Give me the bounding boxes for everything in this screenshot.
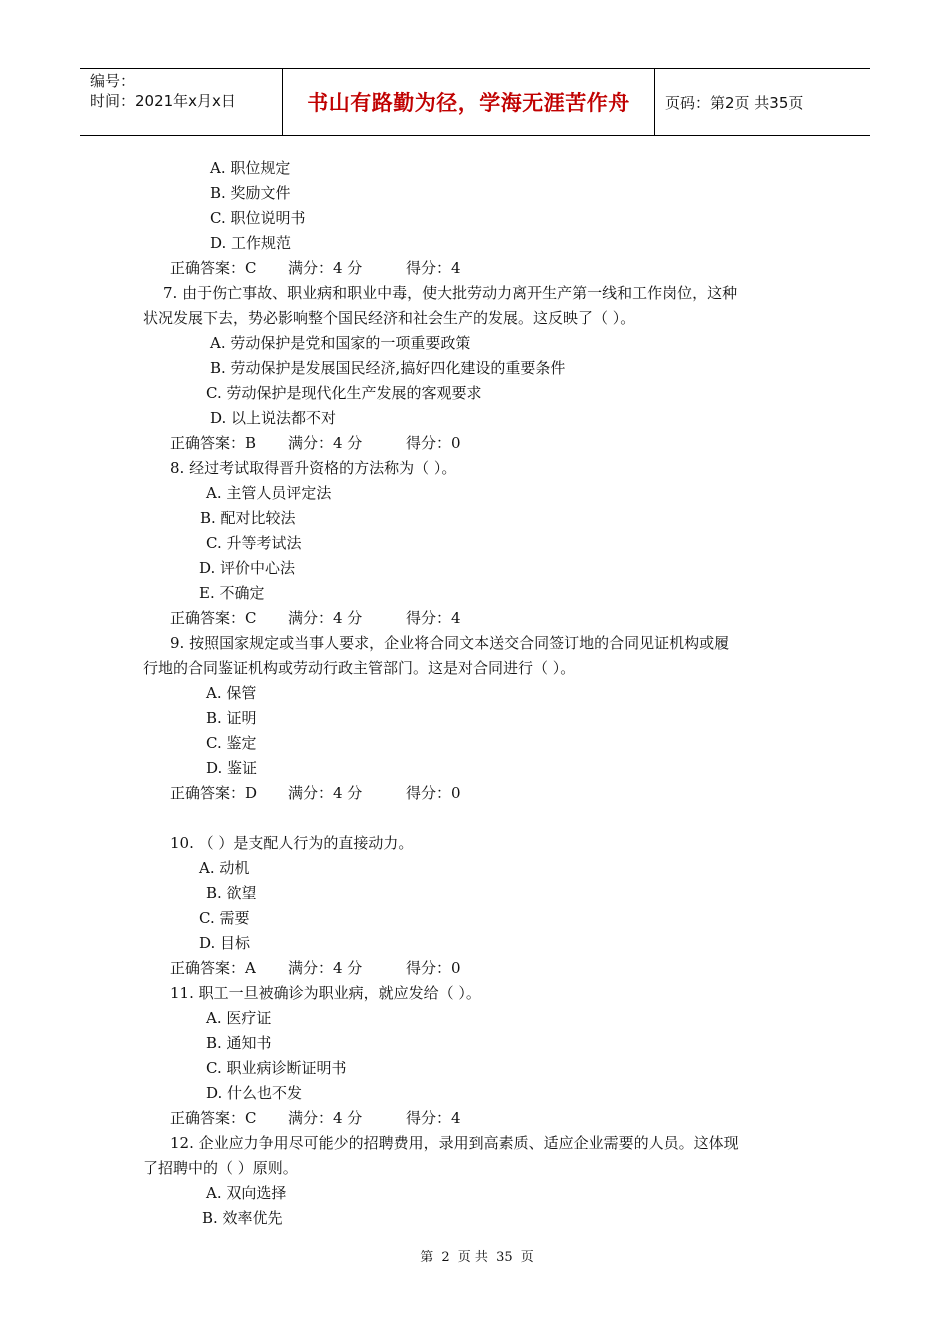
answer-line — [170, 433, 461, 453]
text-line: B. 配对比较法 — [200, 509, 296, 527]
text-line: D. 评价中心法 — [199, 559, 296, 577]
text-line: B. 通知书 — [206, 1034, 272, 1052]
footer-total-pages: 35 — [496, 1250, 513, 1265]
full-score: 满分：4 分 — [288, 959, 363, 977]
text-line: 12. 企业应力争用尽可能少的招聘费用，录用到高素质、适应企业需要的人员。这体现 — [170, 1134, 739, 1152]
full-score: 满分：4 分 — [288, 1109, 363, 1127]
correct-answer: 正确答案：C — [170, 259, 257, 277]
header-table — [80, 68, 870, 136]
text-line: 状况发展下去，势必影响整个国民经济和社会生产的发展。这反映了（ ）。 — [143, 309, 636, 327]
header-motto: 书山有路勤为径，学海无涯苦作舟 — [307, 91, 630, 115]
text-line: D. 鉴证 — [206, 759, 258, 777]
header-right-cell — [655, 69, 870, 135]
text-line: C. 需要 — [199, 909, 250, 927]
correct-answer: 正确答案：B — [170, 434, 257, 452]
score-obtained: 得分：4 — [406, 259, 461, 277]
score-obtained: 得分：0 — [406, 959, 461, 977]
text-line: B. 效率优先 — [202, 1209, 283, 1227]
full-score: 满分：4 分 — [288, 784, 363, 802]
text-line: D. 什么也不发 — [206, 1084, 303, 1102]
text-line: B. 劳动保护是发展国民经济,搞好四化建设的重要条件 — [210, 359, 566, 377]
footer-mid: 页 共 — [457, 1250, 488, 1265]
text-line: A. 动机 — [199, 859, 250, 877]
document-number-label: 编号： — [90, 72, 136, 90]
text-line: B. 奖励文件 — [210, 184, 291, 202]
text-line: C. 职业病诊断证明书 — [206, 1059, 347, 1077]
text-line: E. 不确定 — [199, 584, 265, 602]
correct-answer: 正确答案：C — [170, 609, 257, 627]
answer-line — [170, 783, 461, 803]
header-middle-cell — [283, 69, 655, 135]
text-line: 了招聘中的（ ）原则。 — [143, 1159, 298, 1177]
text-line: D. 以上说法都不对 — [210, 409, 337, 427]
text-line: A. 劳动保护是党和国家的一项重要政策 — [210, 334, 471, 352]
text-line: C. 职位说明书 — [210, 209, 306, 227]
text-line: 8. 经过考试取得晋升资格的方法称为（ ）。 — [170, 459, 457, 477]
answer-line — [170, 958, 461, 978]
score-obtained: 得分：4 — [406, 609, 461, 627]
text-line: A. 主管人员评定法 — [206, 484, 332, 502]
score-obtained: 得分：0 — [406, 784, 461, 802]
text-line: B. 欲望 — [206, 884, 257, 902]
correct-answer: 正确答案：D — [170, 784, 258, 802]
text-line: A. 保管 — [206, 684, 257, 702]
full-score: 满分：4 分 — [288, 434, 363, 452]
text-line: 7. 由于伤亡事故、职业病和职业中毒，使大批劳动力离开生产第一线和工作岗位，这种 — [163, 284, 738, 302]
text-line: 10. （ ）是支配人行为的直接动力。 — [170, 834, 414, 852]
text-line: 9. 按照国家规定或当事人要求，企业将合同文本送交合同签订地的合同见证机构或履 — [170, 634, 730, 652]
text-line: D. 目标 — [199, 934, 251, 952]
text-line: A. 医疗证 — [206, 1009, 272, 1027]
text-line: A. 双向选择 — [206, 1184, 287, 1202]
text-line: B. 证明 — [206, 709, 257, 727]
header-page-info: 页码：第2页 共35页 — [665, 93, 804, 112]
text-line: 11. 职工一旦被确诊为职业病，就应发给（ ）。 — [170, 984, 481, 1002]
correct-answer: 正确答案：A — [170, 959, 256, 977]
full-score: 满分：4 分 — [288, 259, 363, 277]
text-line: A. 职位规定 — [210, 159, 291, 177]
answer-line — [170, 1108, 461, 1128]
footer-suffix: 页 — [520, 1250, 534, 1265]
score-obtained: 得分：4 — [406, 1109, 461, 1127]
full-score: 满分：4 分 — [288, 609, 363, 627]
document-date-label: 时间：2021年x月x日 — [90, 92, 236, 110]
page-footer — [0, 1246, 950, 1265]
text-line: C. 升等考试法 — [206, 534, 302, 552]
text-line: C. 劳动保护是现代化生产发展的客观要求 — [206, 384, 482, 402]
footer-page-number: 2 — [441, 1250, 450, 1265]
header-left-cell — [80, 69, 283, 135]
text-line: D. 工作规范 — [210, 234, 292, 252]
footer-prefix: 第 — [420, 1250, 434, 1265]
text-line: C. 鉴定 — [206, 734, 257, 752]
correct-answer: 正确答案：C — [170, 1109, 257, 1127]
score-obtained: 得分：0 — [406, 434, 461, 452]
answer-line — [170, 608, 461, 628]
text-line: 行地的合同鉴证机构或劳动行政主管部门。这是对合同进行（ ）。 — [143, 659, 576, 677]
answer-line — [170, 258, 461, 278]
